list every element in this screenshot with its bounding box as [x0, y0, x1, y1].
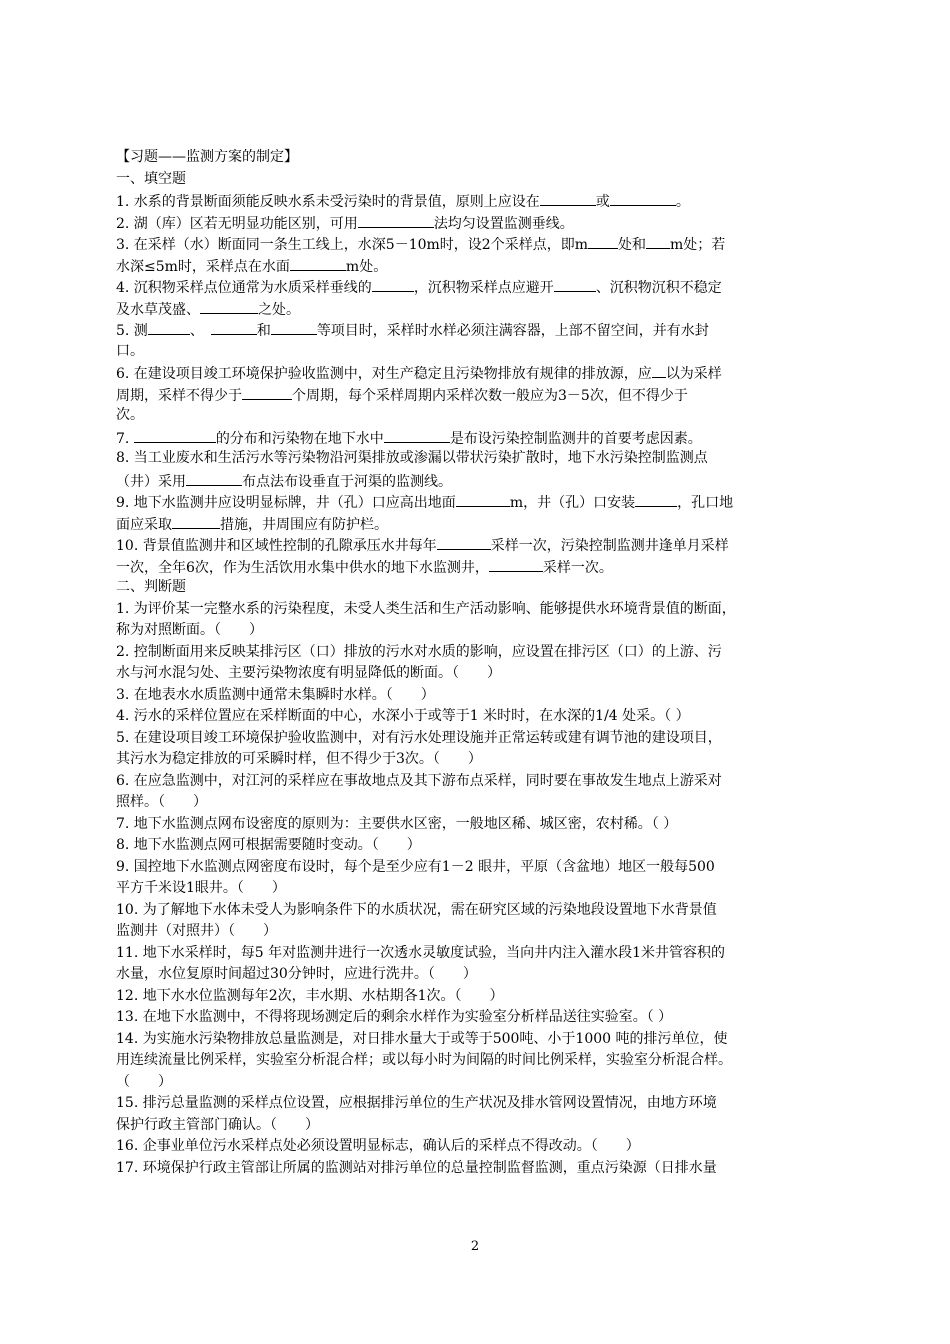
judge-line: 水量，水位复原时间超过30分钟时，应进行洗井。（ ）: [116, 966, 477, 982]
judge-line: 监测井（对照井）（ ）: [116, 923, 277, 939]
fill-question-8-cont: （井）采用 布点法布设垂直于河渠的监测线。: [116, 470, 838, 492]
fill-question-6-cont: 周期，采样不得少于 个周期，每个采样周期内采样次数一般应为3－5次，但不得少于: [116, 384, 838, 406]
answer-blank[interactable]: [242, 384, 292, 400]
judge-line: 7. 地下水监测点网布设密度的原则为：主要供水区密，一般地区稀、城区密，农村稀。（ ）: [116, 815, 678, 832]
judge-line: 8. 地下水监测点网可根据需要随时变动。（ ）: [116, 837, 421, 853]
fill-question-4-cont: 及水草茂盛、 之处。: [116, 298, 838, 320]
answer-blank[interactable]: [134, 427, 216, 443]
fill-question-2: 2. 湖（库）区若无明显功能区别，可用 法均匀设置监测垂线。: [116, 212, 838, 234]
judge-line: 4. 污水的采样位置应在采样断面的中心，水深小于或等于1 米时时，在水深的1/4 处采。（ ）: [116, 708, 690, 724]
answer-blank[interactable]: [588, 233, 618, 249]
fill-question-3: 3. 在采样（水）断面同一条生工线上，水深5－10m时，设2个采样点，即m 处和 m处；若: [116, 233, 838, 255]
page-number: 2: [470, 1239, 480, 1254]
section-heading-judge: 二、判断题: [116, 579, 186, 595]
judge-line: 15. 排污总量监测的采样点位设置，应根据排污单位的生产状况及排水管网设置情况，由地方环境: [116, 1095, 717, 1111]
judge-line: 照样。（ ）: [116, 794, 207, 810]
answer-blank[interactable]: [635, 491, 677, 507]
judge-line: 水与河水混匀处、主要污染物浓度有明显降低的断面。（ ）: [116, 665, 501, 681]
fill-question-6: 6. 在建设项目竣工环境保护验收监测中，对生产稳定且污染物排放有规律的排放源，应 以为采样: [116, 362, 838, 384]
answer-blank[interactable]: [271, 319, 317, 335]
fill-question-9: 9. 地下水监测井应设明显标牌，井（孔）口应高出地面 m，井（孔）口安装 ，孔口地: [116, 491, 838, 513]
fill-question-1: 1. 水系的背景断面须能反映水系未受污染时的背景值，原则上应设在 或 。: [116, 190, 838, 212]
answer-blank[interactable]: [148, 319, 190, 335]
answer-blank[interactable]: [437, 534, 491, 550]
answer-blank[interactable]: [290, 255, 346, 271]
answer-blank[interactable]: [211, 319, 257, 335]
fill-question-10-cont: 一次，全年6次，作为生活饮用水集中供水的地下水监测井， 采样一次。: [116, 556, 838, 578]
fill-question-5-cont: 口。: [116, 342, 144, 359]
judge-line: 1. 为评价某一完整水系的污染程度，未受人类生活和生产活动影响、能够提供水环境背景值的断面，: [116, 600, 736, 617]
answer-blank[interactable]: [200, 298, 258, 314]
answer-blank[interactable]: [372, 276, 414, 292]
fill-question-6-cont2: 次。: [116, 407, 144, 423]
answer-blank[interactable]: [646, 233, 670, 249]
judge-line: 16. 企事业单位污水采样点处必须设置明显标志，确认后的采样点不得改动。（ ）: [116, 1138, 640, 1154]
judge-line: 17. 环境保护行政主管部让所属的监测站对排污单位的总量控制监督监测，重点污染源（日排水量: [116, 1159, 717, 1176]
fill-question-3-cont: 水深≤5m时，采样点在水面 m处。: [116, 255, 838, 277]
fill-question-8: 8. 当工业废水和生活污水等污染物沿河渠排放或渗漏以带状污染扩散时，地下水污染控制监测点: [116, 450, 708, 466]
fill-question-7: 7. 的分布和污染物在地下水中 是布设污染控制监测井的首要考虑因素。: [116, 427, 838, 449]
judge-line: 11. 地下水采样时，每5 年对监测井进行一次透水灵敏度试验，当向井内注入灌水段1米井管容积的: [116, 944, 725, 961]
answer-blank[interactable]: [489, 556, 543, 572]
judge-line: 其污水为稳定排放的可采瞬时样，但不得少于3次。（ ）: [116, 751, 482, 767]
section-heading-fill: 一、填空题: [116, 170, 186, 187]
judge-line: 12. 地下水水位监测每年2次，丰水期、水枯期各1次。（ ）: [116, 987, 504, 1004]
answer-blank[interactable]: [540, 190, 596, 206]
judge-line: 称为对照断面。（ ）: [116, 622, 263, 638]
judge-line: 保护行政主管部门确认。（ ）: [116, 1116, 319, 1133]
judge-line: 13. 在地下水监测中，不得将现场测定后的剩余水样作为实验室分析样品送往实验室。（ ）: [116, 1009, 673, 1025]
judge-line: 用连续流量比例采样，实验室分析混合样；或以每小时为间隔的时间比例采样，实验室分析混合样。: [116, 1052, 732, 1068]
judge-line: （ ）: [116, 1073, 172, 1090]
fill-question-9-cont: 面应采取 措施，井周围应有防护栏。: [116, 513, 838, 535]
answer-blank[interactable]: [652, 362, 666, 378]
judge-line: 10. 为了解地下水体未受人为影响条件下的水质状况，需在研究区域的污染地段设置地下水背景值: [116, 901, 717, 918]
judge-line: 5. 在建设项目竣工环境保护验收监测中，对有污水处理设施并正常运转或建有调节池的建设项目，: [116, 729, 722, 746]
answer-blank[interactable]: [610, 190, 676, 206]
judge-line: 14. 为实施水污染物排放总量监测是，对日排水量大于或等于500吨、小于1000 吨的排污单位，使: [116, 1030, 728, 1047]
answer-blank[interactable]: [456, 491, 510, 507]
judge-line: 6. 在应急监测中，对江河的采样应在事故地点及其下游布点采样，同时要在事故发生地点上游采对: [116, 772, 722, 789]
document-title: 【习题——监测方案的制定】: [116, 149, 298, 165]
answer-blank[interactable]: [172, 513, 220, 529]
fill-question-10: 10. 背景值监测井和区域性控制的孔隙承压水井每年 采样一次，污染控制监测井逢单月采样: [116, 534, 838, 556]
judge-line: 9. 国控地下水监测点网密度布设时，每个是至少应有1－2 眼井，平原（含盆地）地区一般每500: [116, 858, 715, 875]
fill-question-5: 5. 测 、 和 等项目时，采样时水样必须注满容器，上部不留空间，并有水封: [116, 319, 838, 341]
judge-line: 平方千米设1眼井。（ ）: [116, 880, 286, 896]
page-content: [116, 147, 838, 1179]
answer-blank[interactable]: [186, 470, 242, 486]
answer-blank[interactable]: [384, 427, 450, 443]
judge-line: 2. 控制断面用来反映某排污区（口）排放的污水对水质的影响，应设置在排污区（口）的上游、污: [116, 643, 722, 660]
answer-blank[interactable]: [358, 212, 434, 228]
judge-line: 3. 在地表水水质监测中通常未集瞬时水样。（ ）: [116, 686, 435, 703]
fill-question-4: 4. 沉积物采样点位通常为水质采样垂线的 ，沉积物采样点应避开 、沉积物沉积不稳定: [116, 276, 838, 298]
answer-blank[interactable]: [554, 276, 596, 292]
